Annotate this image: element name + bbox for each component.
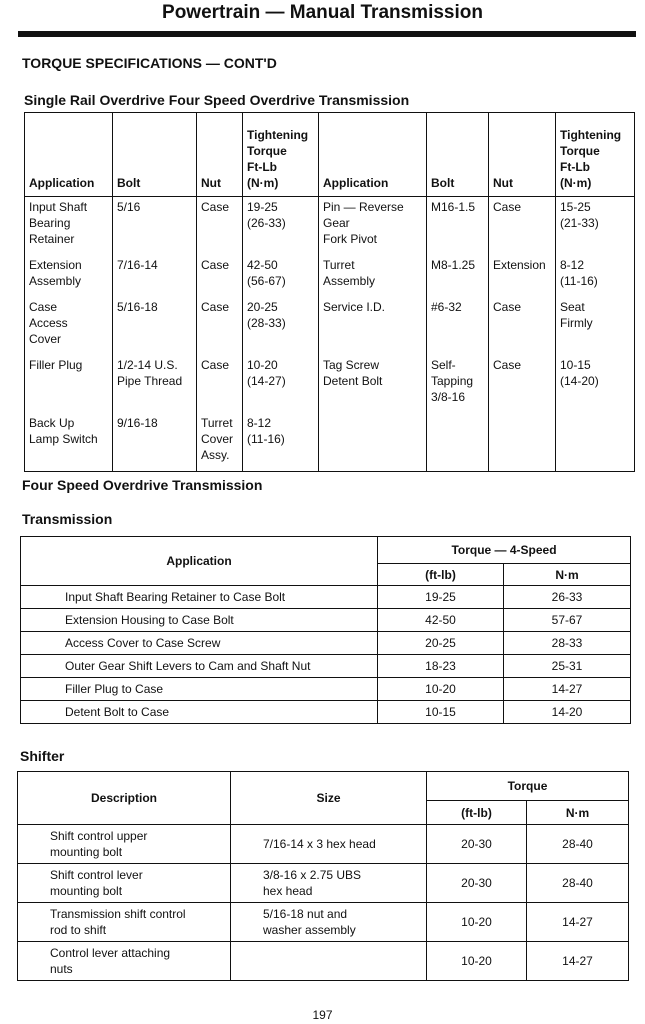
- table-cell: 14-27: [527, 942, 629, 981]
- shifter-heading: Shifter: [20, 748, 65, 764]
- shifter-torque-table: [17, 771, 629, 981]
- table-cell: Case: [489, 197, 556, 256]
- table-cell: Shift control lever mounting bolt: [18, 864, 231, 903]
- header-cell: Nut: [197, 113, 243, 197]
- header-cell: Tightening Torque Ft-Lb (N·m): [243, 113, 319, 197]
- header-nm: N·m: [527, 801, 629, 825]
- header-torque: Torque: [427, 772, 629, 801]
- header-size: Size: [231, 772, 427, 825]
- table-cell: #6-32: [427, 297, 489, 355]
- table-cell: 7/16-14 x 3 hex head: [231, 825, 427, 864]
- table-cell: 10-15 (14-20): [556, 355, 635, 413]
- table-cell: 9/16-18: [113, 413, 197, 472]
- table-cell: 5/16-18: [113, 297, 197, 355]
- table-cell: Shift control upper mounting bolt: [18, 825, 231, 864]
- table-cell: 28-40: [527, 864, 629, 903]
- table-cell: 20-25 (28-33): [243, 297, 319, 355]
- header-cell: Bolt: [113, 113, 197, 197]
- table-cell: Turret Cover Assy.: [197, 413, 243, 472]
- table-row: [18, 942, 629, 981]
- shifter-body: [18, 825, 629, 981]
- table-row: [25, 413, 635, 472]
- page-title: Powertrain — Manual Transmission: [162, 2, 483, 23]
- table-cell: 19-25: [378, 586, 504, 609]
- table-cell: Access Cover to Case Screw: [21, 632, 378, 655]
- header-cell: Bolt: [427, 113, 489, 197]
- header-cell: Nut: [489, 113, 556, 197]
- table-cell: M16-1.5: [427, 197, 489, 256]
- table-cell: 19-25 (26-33): [243, 197, 319, 256]
- table-row: [25, 255, 635, 297]
- transmission-heading: Transmission: [22, 511, 113, 527]
- table-cell: Extension Assembly: [25, 255, 113, 297]
- table-cell: 10-20 (14-27): [243, 355, 319, 413]
- table-cell: 10-20: [378, 678, 504, 701]
- table-cell: Extension Housing to Case Bolt: [21, 609, 378, 632]
- table-cell: 25-31: [504, 655, 631, 678]
- table-cell: 42-50: [378, 609, 504, 632]
- table-cell: Case: [197, 197, 243, 256]
- table-cell: 14-27: [504, 678, 631, 701]
- table-cell: Pin — Reverse Gear Fork Pivot: [319, 197, 427, 256]
- single-rail-body: [25, 197, 635, 472]
- table-cell: Self- Tapping 3/8-16: [427, 355, 489, 413]
- transmission-torque-table: [20, 536, 631, 724]
- table-cell: Back Up Lamp Switch: [25, 413, 113, 472]
- table-cell: 20-30: [427, 864, 527, 903]
- table-cell: 28-40: [527, 825, 629, 864]
- table-cell: Case: [197, 255, 243, 297]
- table-cell: [489, 413, 556, 472]
- section-heading: TORQUE SPECIFICATIONS — CONT'D: [22, 55, 277, 71]
- single-rail-header-row: [25, 113, 635, 197]
- header-ft-lb: (ft-lb): [378, 564, 504, 586]
- header-ft-lb: (ft-lb): [427, 801, 527, 825]
- table-cell: 7/16-14: [113, 255, 197, 297]
- table-cell: Turret Assembly: [319, 255, 427, 297]
- table-cell: Case: [197, 355, 243, 413]
- table-cell: 14-20: [504, 701, 631, 724]
- table-cell: Tag Screw Detent Bolt: [319, 355, 427, 413]
- table-cell: Case Access Cover: [25, 297, 113, 355]
- table-cell: 8-12 (11-16): [556, 255, 635, 297]
- table-cell: Case: [489, 297, 556, 355]
- table-cell: 26-33: [504, 586, 631, 609]
- table-row: [25, 197, 635, 256]
- table-cell: 10-15: [378, 701, 504, 724]
- table-cell: [427, 413, 489, 472]
- table-row: [21, 609, 631, 632]
- table-cell: Filler Plug to Case: [21, 678, 378, 701]
- table-row: [21, 678, 631, 701]
- header-torque-4-speed: Torque — 4-Speed: [378, 537, 631, 564]
- table-row: [21, 632, 631, 655]
- table-row: [21, 701, 631, 724]
- table-cell: [319, 413, 427, 472]
- table-row: [18, 864, 629, 903]
- table-cell: Service I.D.: [319, 297, 427, 355]
- table-cell: 57-67: [504, 609, 631, 632]
- table-cell: Outer Gear Shift Levers to Cam and Shaft Nut: [21, 655, 378, 678]
- table-cell: Detent Bolt to Case: [21, 701, 378, 724]
- table-row: [25, 297, 635, 355]
- table-cell: 42-50 (56-67): [243, 255, 319, 297]
- transmission-body: [21, 586, 631, 724]
- table-cell: 14-27: [527, 903, 629, 942]
- table-cell: 5/16-18 nut and washer assembly: [231, 903, 427, 942]
- table-cell: Filler Plug: [25, 355, 113, 413]
- header-nm: N·m: [504, 564, 631, 586]
- table-row: [25, 355, 635, 413]
- table-cell: 18-23: [378, 655, 504, 678]
- table-cell: Transmission shift control rod to shift: [18, 903, 231, 942]
- header-cell: Application: [319, 113, 427, 197]
- table-cell: Input Shaft Bearing Retainer: [25, 197, 113, 256]
- table-cell: M8-1.25: [427, 255, 489, 297]
- single-rail-heading: Single Rail Overdrive Four Speed Overdrive Transmission: [24, 92, 410, 108]
- header-cell: Application: [25, 113, 113, 197]
- table-cell: 28-33: [504, 632, 631, 655]
- header-description: Description: [18, 772, 231, 825]
- table-cell: 8-12 (11-16): [243, 413, 319, 472]
- header-application: Application: [21, 537, 378, 586]
- table-cell: Case: [197, 297, 243, 355]
- table-cell: Extension: [489, 255, 556, 297]
- table-cell: 20-25: [378, 632, 504, 655]
- single-rail-torque-table: [24, 112, 635, 472]
- table-cell: [231, 942, 427, 981]
- table-cell: 5/16: [113, 197, 197, 256]
- title-rule: [18, 31, 636, 37]
- table-row: [21, 655, 631, 678]
- four-speed-heading: Four Speed Overdrive Transmission: [22, 477, 263, 493]
- table-row: [18, 825, 629, 864]
- table-cell: 10-20: [427, 903, 527, 942]
- table-cell: 10-20: [427, 942, 527, 981]
- table-row: [21, 586, 631, 609]
- table-cell: Control lever attaching nuts: [18, 942, 231, 981]
- table-cell: 1/2-14 U.S. Pipe Thread: [113, 355, 197, 413]
- table-cell: 20-30: [427, 825, 527, 864]
- page-number: 197: [312, 1008, 333, 1022]
- table-cell: 15-25 (21-33): [556, 197, 635, 256]
- table-row: [18, 903, 629, 942]
- table-cell: [556, 413, 635, 472]
- table-cell: Input Shaft Bearing Retainer to Case Bolt: [21, 586, 378, 609]
- header-cell: Tightening Torque Ft-Lb (N·m): [556, 113, 635, 197]
- table-cell: 3/8-16 x 2.75 UBS hex head: [231, 864, 427, 903]
- table-cell: Seat Firmly: [556, 297, 635, 355]
- table-cell: Case: [489, 355, 556, 413]
